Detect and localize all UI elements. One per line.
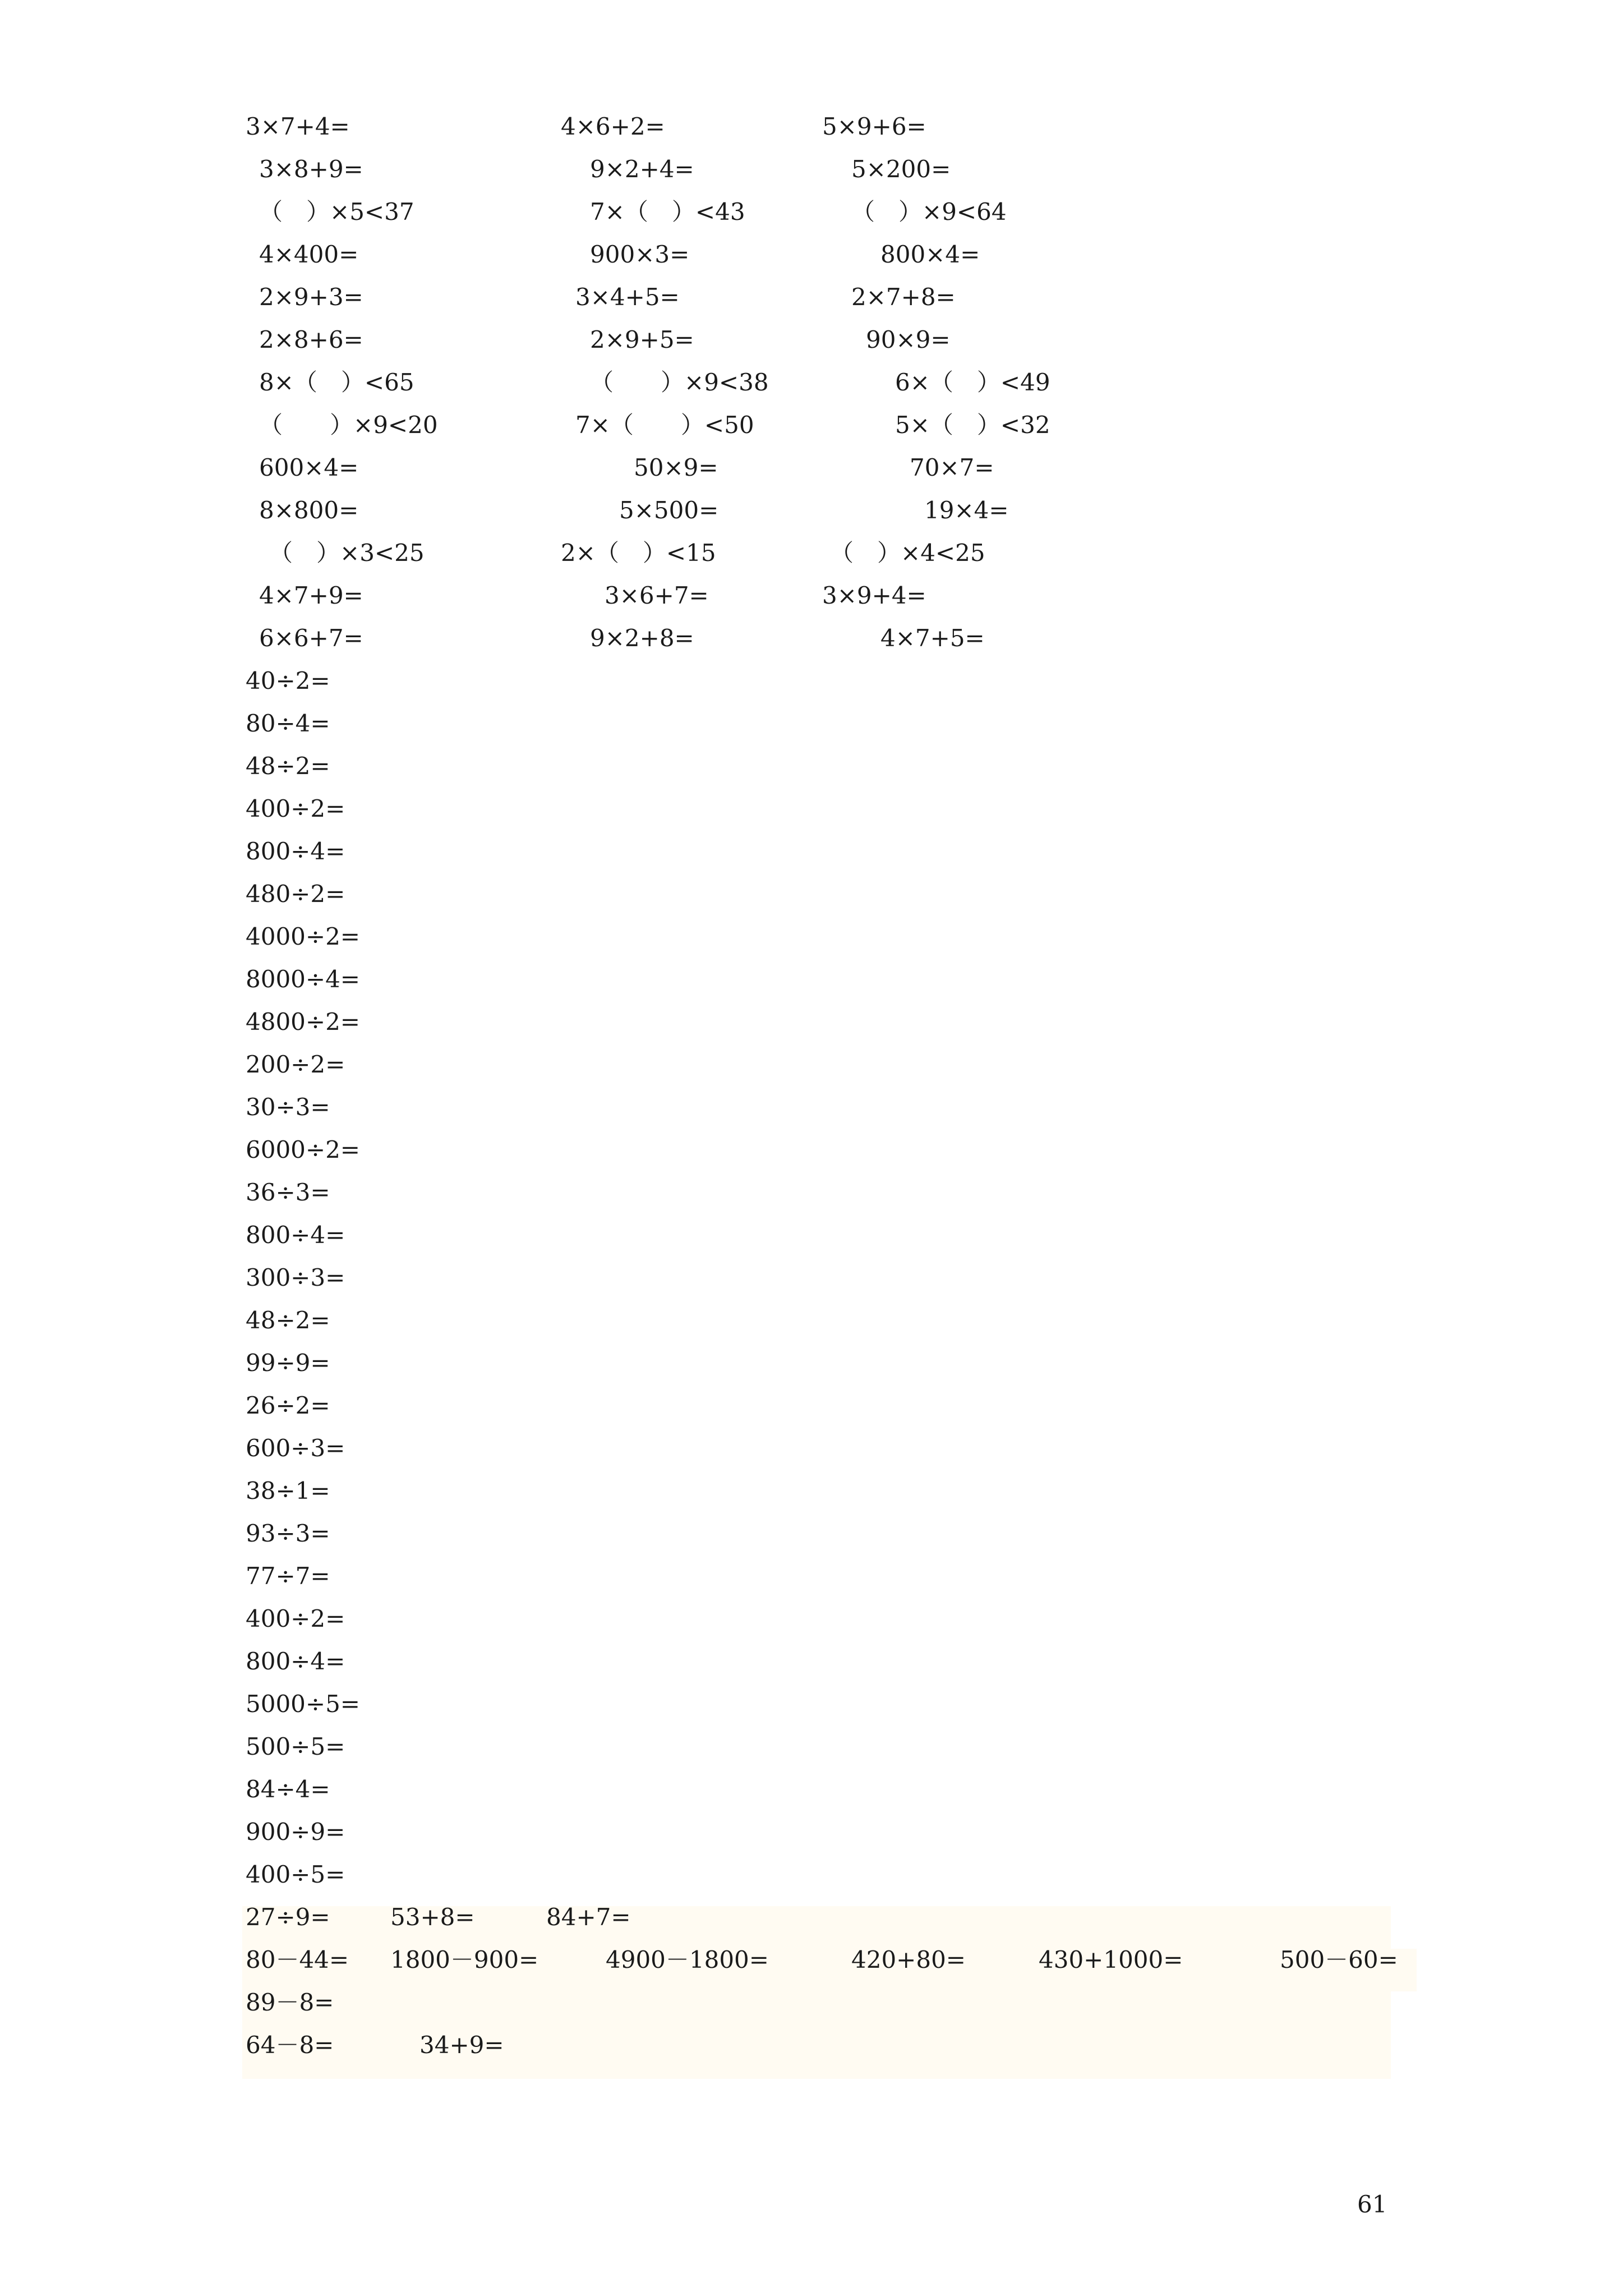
division-problem: 600÷3= xyxy=(246,1434,345,1462)
mixed-row xyxy=(0,1981,1623,2024)
division-problem: 84÷4= xyxy=(246,1775,330,1803)
problem-row xyxy=(0,574,1623,617)
problem: 600×4= xyxy=(259,454,359,481)
mixed-row xyxy=(0,1896,1623,1939)
division-problem: 99÷9= xyxy=(246,1349,330,1377)
division-problem: 4000÷2= xyxy=(246,923,360,950)
mixed-row xyxy=(0,2024,1623,2067)
problem-row xyxy=(0,447,1623,489)
problem: 4×7+9= xyxy=(259,582,363,609)
problem: （ ）×9<20 xyxy=(259,411,438,439)
problem: 4900－1800= xyxy=(606,1946,769,1973)
division-problem: 800÷4= xyxy=(246,838,345,865)
problem: 4×6+2= xyxy=(561,113,665,140)
problem: 3×9+4= xyxy=(822,582,926,609)
division-problem: 36÷3= xyxy=(246,1179,330,1206)
division-problem: 8000÷4= xyxy=(246,965,360,993)
problem: 8×800= xyxy=(259,496,359,524)
page-number: 61 xyxy=(1357,2191,1387,2218)
problem-row xyxy=(0,233,1623,276)
problem: 1800－900= xyxy=(390,1946,539,1973)
problem-row xyxy=(0,361,1623,404)
division-problem: 400÷5= xyxy=(246,1861,345,1888)
problem: 34+9= xyxy=(419,2031,504,2059)
problem: 53+8= xyxy=(390,1903,475,1931)
division-problem: 48÷2= xyxy=(246,752,330,780)
problem: 2×7+8= xyxy=(851,283,956,311)
division-problem: 480÷2= xyxy=(246,880,345,908)
problem: 7×（ ）<43 xyxy=(590,198,745,226)
mixed-row xyxy=(0,1939,1623,1981)
division-problem: 300÷3= xyxy=(246,1264,345,1291)
problem-row xyxy=(0,191,1623,233)
division-problem: 500÷5= xyxy=(246,1733,345,1760)
division-problem: 80÷4= xyxy=(246,710,330,737)
division-problem: 4800÷2= xyxy=(246,1008,360,1036)
problem: 5×500= xyxy=(619,496,719,524)
division-problem: 900÷9= xyxy=(246,1818,345,1846)
problem: 4×400= xyxy=(259,241,359,268)
problem: 900×3= xyxy=(590,241,690,268)
division-problem: 26÷2= xyxy=(246,1392,330,1419)
problem: 19×4= xyxy=(924,496,1009,524)
problem-row xyxy=(0,489,1623,532)
problem: 420+80= xyxy=(851,1946,966,1973)
problem: 6×（ ）<49 xyxy=(895,369,1050,396)
problem: 6×6+7= xyxy=(259,624,363,652)
division-problem: 30÷3= xyxy=(246,1093,330,1121)
division-problem: 40÷2= xyxy=(246,667,330,694)
problem-row xyxy=(0,532,1623,574)
problem: 800×4= xyxy=(880,241,980,268)
division-problem: 6000÷2= xyxy=(246,1136,360,1163)
problem: （ ）×4<25 xyxy=(830,539,985,567)
problem-row xyxy=(0,105,1623,148)
problem: 90×9= xyxy=(866,326,951,353)
problem: 27÷9= xyxy=(246,1903,330,1931)
problem-row xyxy=(0,319,1623,361)
problem: 50×9= xyxy=(634,454,718,481)
problem: 9×2+8= xyxy=(590,624,694,652)
division-problem: 93÷3= xyxy=(246,1520,330,1547)
problem: 80－44= xyxy=(246,1946,349,1973)
problem: 4×7+5= xyxy=(880,624,985,652)
division-problem: 400÷2= xyxy=(246,795,345,822)
division-problem: 77÷7= xyxy=(246,1562,330,1590)
problem: 5×9+6= xyxy=(822,113,926,140)
division-problem: 200÷2= xyxy=(246,1051,345,1078)
problem: 84+7= xyxy=(546,1903,631,1931)
problem-row xyxy=(0,617,1623,660)
division-problem: 800÷4= xyxy=(246,1221,345,1249)
problem: 2×9+5= xyxy=(590,326,694,353)
problem: 430+1000= xyxy=(1039,1946,1183,1973)
problem: 70×7= xyxy=(910,454,994,481)
problem: （ ）×3<25 xyxy=(269,539,425,567)
problem: 500－60= xyxy=(1280,1946,1398,1973)
problem: （ ）×9<38 xyxy=(590,369,769,396)
problem: （ ）×5<37 xyxy=(259,198,414,226)
problem: 3×4+5= xyxy=(575,283,680,311)
problem-row xyxy=(0,404,1623,447)
division-problem: 400÷2= xyxy=(246,1605,345,1632)
problem-row xyxy=(0,148,1623,191)
problem: 2×（ ）<15 xyxy=(561,539,716,567)
problem: 2×9+3= xyxy=(259,283,363,311)
division-problem: 800÷4= xyxy=(246,1648,345,1675)
problem: 3×6+7= xyxy=(605,582,709,609)
problem: （ ）×9<64 xyxy=(851,198,1007,226)
problem: 7×（ ）<50 xyxy=(575,411,754,439)
division-problem: 48÷2= xyxy=(246,1306,330,1334)
problem: 2×8+6= xyxy=(259,326,363,353)
problem: 89－8= xyxy=(246,1989,334,2016)
division-problem: 38÷1= xyxy=(246,1477,330,1504)
division-problem: 5000÷5= xyxy=(246,1690,360,1718)
problem: 5×（ ）<32 xyxy=(895,411,1050,439)
problem: 9×2+4= xyxy=(590,155,694,183)
problem: 64－8= xyxy=(246,2031,334,2059)
problem-row xyxy=(0,276,1623,319)
problem: 5×200= xyxy=(851,155,951,183)
problem: 3×8+9= xyxy=(259,155,363,183)
problem: 8×（ ）<65 xyxy=(259,369,414,396)
problem: 3×7+4= xyxy=(246,113,350,140)
